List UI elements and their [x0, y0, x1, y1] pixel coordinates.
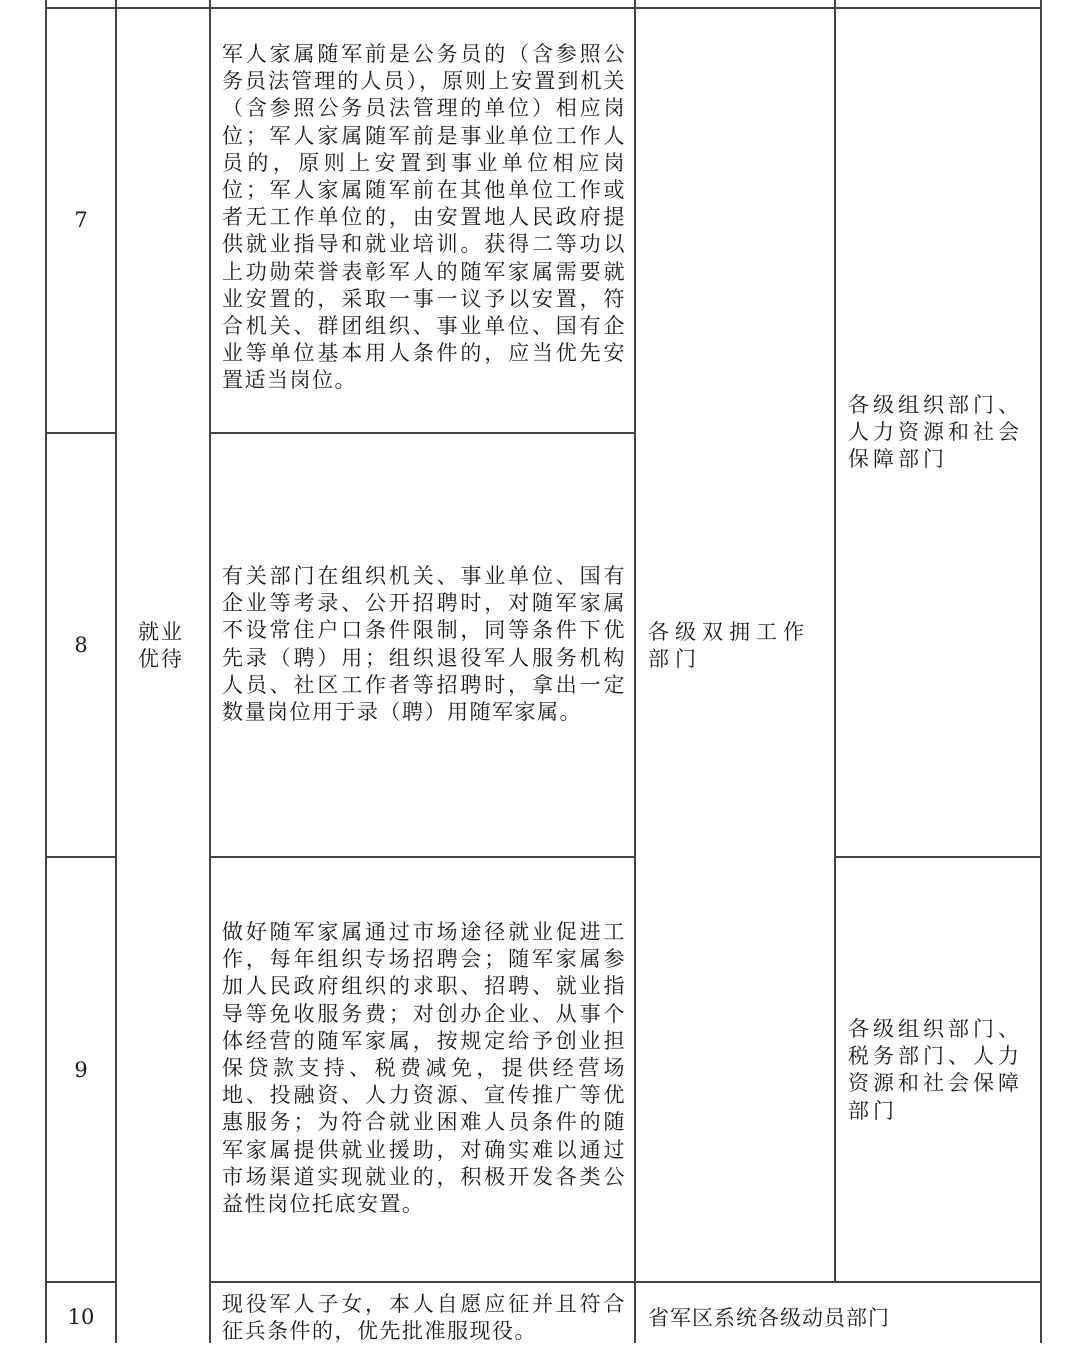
- content-cell-9: 做好随军家属通过市场途径就业促进工作，每年组织专场招聘会；随军家属参加人民政府组织的求职、招聘、就业指导等免收服务费；对创办企业、从事个体经营的随军家属，按规定给予创业担保贷款支持、税费减免，提供经营场地、投融资、人力资源、宣传推广等优惠服务；为符合就业困难人员条件的随军家属提供就业援助，对确实难以通过市场渠道实现就业的，积极开发各类公益性岗位托底安置。: [222, 920, 626, 1217]
- coop-dept-cell-9: 各级组织部门、税务部门、人力资源和社会保障部门: [848, 1017, 1023, 1123]
- right-table-border: [1040, 0, 1042, 1343]
- category-cell: 就业优待: [138, 620, 184, 672]
- row-number-7: 7: [74, 208, 88, 232]
- row-8-bottom-border-content: [210, 856, 635, 858]
- content-cell-10: 现役军人子女，本人自愿应征并且符合征兵条件的，优先批准服现役。: [222, 1292, 626, 1344]
- lead-dept-cell-row-10: 省军区系统各级动员部门: [648, 1306, 890, 1330]
- row-number-9: 9: [74, 1058, 88, 1082]
- lead-dept-column-border: [834, 0, 836, 1282]
- row-9-bottom-border-rest: [210, 1281, 1041, 1283]
- coop-dept-cell-7-8: 各级组织部门、人力资源和社会保障部门: [848, 393, 1023, 472]
- content-cell-8: 有关部门在组织机关、事业单位、国有企业等考录、公开招聘时，对随军家属不设常住户口条件限制，同等条件下优先录（聘）用；组织退役军人服务机构人员、社区工作者等招聘时，拿出一定数量岗位用于录（聘）用随军家属。: [222, 564, 626, 725]
- row-8-bottom-border-number: [46, 856, 116, 858]
- row-number-10: 10: [67, 1305, 95, 1329]
- lead-dept-cell: 各级双拥工作部门: [648, 620, 810, 672]
- row-number-8: 8: [74, 633, 88, 657]
- row-7-top-border: [46, 7, 1041, 9]
- row-7-bottom-border-number: [46, 432, 116, 434]
- left-table-border: [45, 0, 47, 1343]
- row-8-bottom-border-coop: [835, 856, 1041, 858]
- category-column-border: [209, 0, 211, 1343]
- row-7-bottom-border-content: [210, 432, 635, 434]
- content-cell-7: 军人家属随军前是公务员的（含参照公务员法管理的人员），原则上安置到机关（含参照公务员法管理的单位）相应岗位；军人家属随军前是事业单位工作人员的，原则上安置到事业单位相应岗位；军人家属随军前在其他单位工作或者无工作单位的，由安置地人民政府提供就业指导和就业培训。获得二等功以上功勋荣誉表彰军人的随军家属需要就业安置的，采取一事一议予以安置，符合机关、群团组织、事业单位、国有企业等单位基本用人条件的，应当优先安置适当岗位。: [222, 42, 626, 393]
- content-column-border: [634, 0, 636, 1343]
- row-9-bottom-border-number: [46, 1281, 116, 1283]
- number-column-border: [115, 0, 117, 1343]
